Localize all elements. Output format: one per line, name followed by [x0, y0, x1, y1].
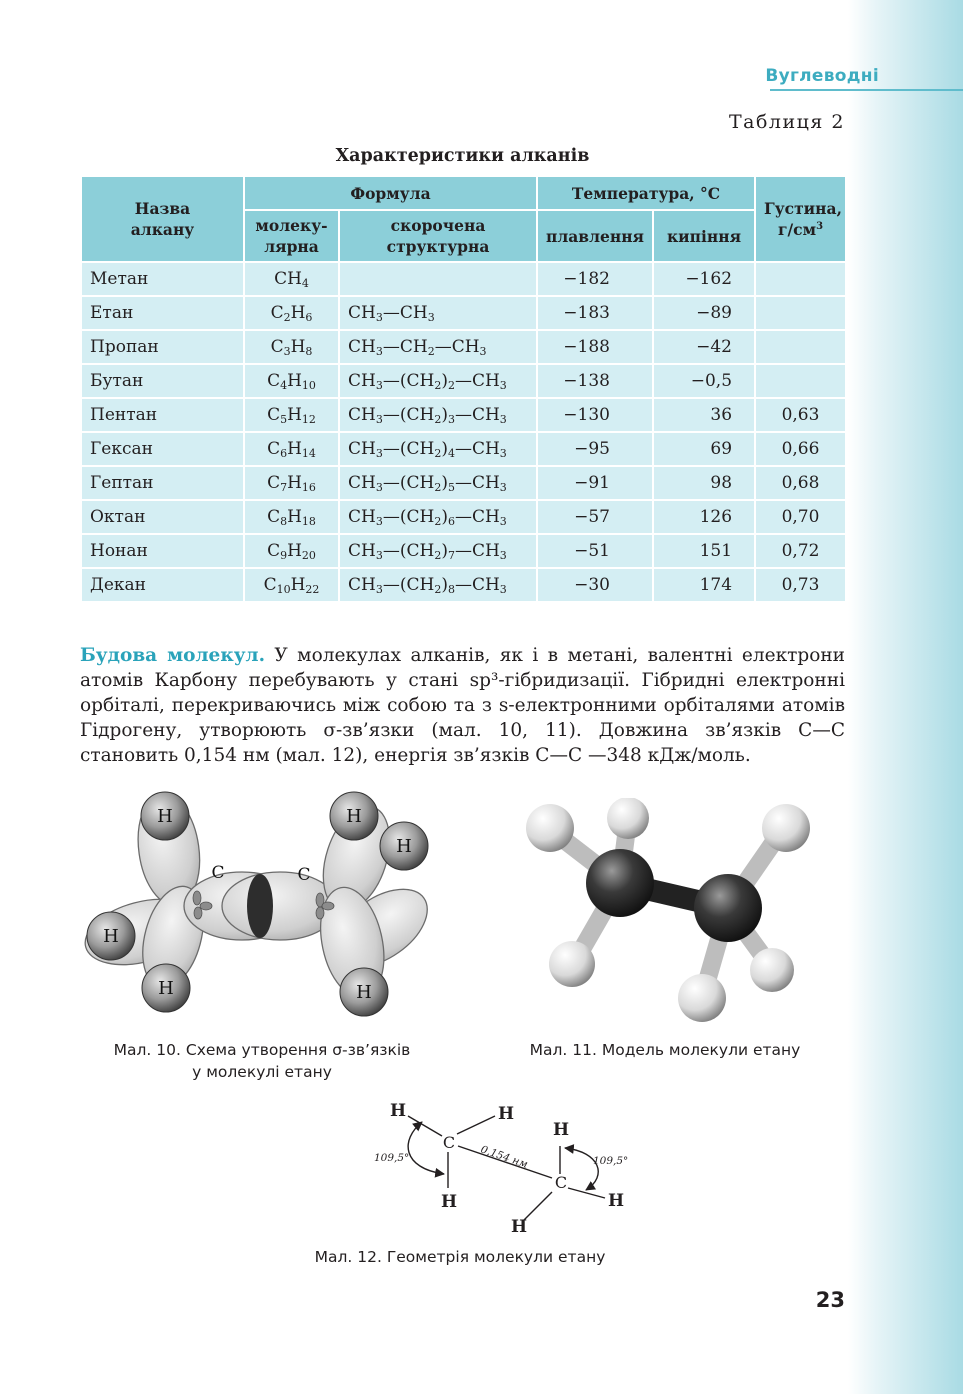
- cell-name: Етан: [81, 296, 244, 330]
- figure-12-geometry: [360, 1090, 660, 1250]
- cell-boiling-point: −162: [653, 262, 755, 296]
- paragraph-lead: Будова молекул.: [80, 645, 266, 666]
- cell-name: Октан: [81, 500, 244, 534]
- cell-density: [755, 296, 846, 330]
- bond-angle-label: 109,5°: [593, 1155, 629, 1167]
- cell-structural-formula: [339, 262, 537, 296]
- cell-name: Метан: [81, 262, 244, 296]
- cell-structural-formula: $CH_3—(CH_2)_7—CH_3$: [339, 534, 537, 568]
- figure-12-caption: Мал. 12. Геометрія молекули етану: [314, 1248, 606, 1266]
- cell-molecular-formula: $C_2H_6$: [244, 296, 339, 330]
- cell-melting-point: −188: [537, 330, 653, 364]
- cell-melting-point: −57: [537, 500, 653, 534]
- header-molecular: молеку-лярна: [244, 210, 339, 262]
- cell-molecular-formula: $C_9H_{20}$: [244, 534, 339, 568]
- structure-paragraph: [80, 643, 845, 768]
- hydrogen-label: H: [607, 1191, 625, 1211]
- hydrogen-label: H: [497, 1104, 515, 1124]
- cell-molecular-formula: $C_{10}H_{22}$: [244, 568, 339, 602]
- figure-11-ball-stick-model: [510, 798, 820, 1028]
- cell-molecular-formula: $C_7H_{16}$: [244, 466, 339, 500]
- cell-name: Бутан: [81, 364, 244, 398]
- cell-boiling-point: 69: [653, 432, 755, 466]
- hydrogen-label: H: [103, 926, 119, 947]
- cell-structural-formula: $CH_3—(CH_2)_2—CH_3$: [339, 364, 537, 398]
- cell-name: Декан: [81, 568, 244, 602]
- section-title: Вуглеводні: [765, 66, 879, 86]
- header-structural: скорочена структурна: [339, 210, 537, 262]
- table-row: [81, 364, 846, 398]
- table-row: [81, 466, 846, 500]
- cell-density: 0,63: [755, 398, 846, 432]
- cell-density: 0,68: [755, 466, 846, 500]
- header-melting: плавлення: [537, 210, 653, 262]
- header-formula: Формула: [244, 176, 537, 210]
- cell-molecular-formula: $C_5H_{12}$: [244, 398, 339, 432]
- cell-melting-point: −130: [537, 398, 653, 432]
- cell-melting-point: −95: [537, 432, 653, 466]
- cell-molecular-formula: $C_8H_{18}$: [244, 500, 339, 534]
- cell-melting-point: −51: [537, 534, 653, 568]
- table-number: Таблиця 2: [728, 111, 845, 133]
- cell-structural-formula: $CH_3—(CH_2)_4—CH_3$: [339, 432, 537, 466]
- hydrogen-label: H: [389, 1101, 407, 1121]
- cell-density: [755, 262, 846, 296]
- cell-structural-formula: $CH_3—(CH_2)_8—CH_3$: [339, 568, 537, 602]
- cell-melting-point: −30: [537, 568, 653, 602]
- bond-angle-label: 109,5°: [374, 1152, 410, 1164]
- cell-density: 0,66: [755, 432, 846, 466]
- cell-boiling-point: 151: [653, 534, 755, 568]
- cell-name: Гептан: [81, 466, 244, 500]
- cell-density: [755, 330, 846, 364]
- header-boiling: кипіння: [653, 210, 755, 262]
- section-divider: [770, 89, 963, 91]
- hydrogen-label: H: [346, 806, 362, 827]
- header-density: Густина, $г/см^3$: [755, 176, 846, 262]
- figure-10-orbital-scheme: [82, 788, 442, 1028]
- carbon-label: C: [297, 865, 311, 885]
- cell-molecular-formula: $C_6H_{14}$: [244, 432, 339, 466]
- hydrogen-label: H: [158, 978, 174, 999]
- table-row: [81, 262, 846, 296]
- cell-boiling-point: −89: [653, 296, 755, 330]
- cell-boiling-point: 98: [653, 466, 755, 500]
- cell-boiling-point: 174: [653, 568, 755, 602]
- cell-name: Пропан: [81, 330, 244, 364]
- cell-density: 0,73: [755, 568, 846, 602]
- hydrogen-label: H: [396, 836, 412, 857]
- cell-boiling-point: 126: [653, 500, 755, 534]
- hydrogen-label: H: [440, 1192, 458, 1212]
- cell-melting-point: −183: [537, 296, 653, 330]
- cell-molecular-formula: $CH_4$: [244, 262, 339, 296]
- header-temperature: Температура, °С: [537, 176, 755, 210]
- hydrogen-label: H: [356, 982, 372, 1003]
- cell-structural-formula: $CH_3—(CH_2)_3—CH_3$: [339, 398, 537, 432]
- table-row: [81, 398, 846, 432]
- bond-length-label: 0,154 нм: [479, 1143, 530, 1171]
- header-name: Назва алкану: [81, 176, 244, 262]
- hydrogen-label: H: [157, 806, 173, 827]
- table-row: [81, 432, 846, 466]
- table-row: [81, 534, 846, 568]
- table-title: Характеристики алканів: [335, 146, 590, 166]
- cell-structural-formula: $CH_3—(CH_2)_5—CH_3$: [339, 466, 537, 500]
- cell-melting-point: −138: [537, 364, 653, 398]
- side-strip-decoration: [848, 0, 963, 1394]
- hydrogen-label: H: [510, 1217, 528, 1237]
- table-row: [81, 296, 846, 330]
- figure-11-caption: Мал. 11. Модель молекули етану: [529, 1041, 801, 1059]
- cell-boiling-point: −0,5: [653, 364, 755, 398]
- cell-density: [755, 364, 846, 398]
- cell-name: Нонан: [81, 534, 244, 568]
- alkanes-table: [80, 175, 847, 603]
- cell-density: 0,70: [755, 500, 846, 534]
- figure-10-caption: Мал. 10. Схема утворення σ-зв’язків у молекулі етану: [113, 1041, 411, 1081]
- table-row: [81, 500, 846, 534]
- carbon-label: C: [211, 863, 225, 883]
- cell-structural-formula: $CH_3—CH_3$: [339, 296, 537, 330]
- cell-structural-formula: $CH_3—(CH_2)_6—CH_3$: [339, 500, 537, 534]
- cell-melting-point: −91: [537, 466, 653, 500]
- hydrogen-label: H: [552, 1120, 570, 1140]
- table-row: [81, 330, 846, 364]
- carbon-label: C: [554, 1173, 568, 1192]
- table-row: [81, 568, 846, 602]
- cell-name: Гексан: [81, 432, 244, 466]
- cell-name: Пентан: [81, 398, 244, 432]
- cell-molecular-formula: $C_4H_{10}$: [244, 364, 339, 398]
- cell-molecular-formula: $C_3H_8$: [244, 330, 339, 364]
- cell-density: 0,72: [755, 534, 846, 568]
- cell-melting-point: −182: [537, 262, 653, 296]
- cell-structural-formula: $CH_3—CH_2—CH_3$: [339, 330, 537, 364]
- page-number: 23: [815, 1288, 845, 1312]
- paragraph-text: У молекулах алканів, як і в метані, валентні електрони атомів Карбону перебувають у стані sp³-гібридизації. Гібридні електронні орбіталі, перекриваючись між собою та з s-електронними орбіталями атомів Гідрогену, утворюють σ-зв’язки (мал. 10, 11). Довжина зв’язків С—С становить 0,154 нм (мал. 12), енергія зв’язків С—С —348 кДж/моль.: [80, 645, 846, 766]
- carbon-label: C: [442, 1133, 456, 1152]
- cell-boiling-point: 36: [653, 398, 755, 432]
- cell-boiling-point: −42: [653, 330, 755, 364]
